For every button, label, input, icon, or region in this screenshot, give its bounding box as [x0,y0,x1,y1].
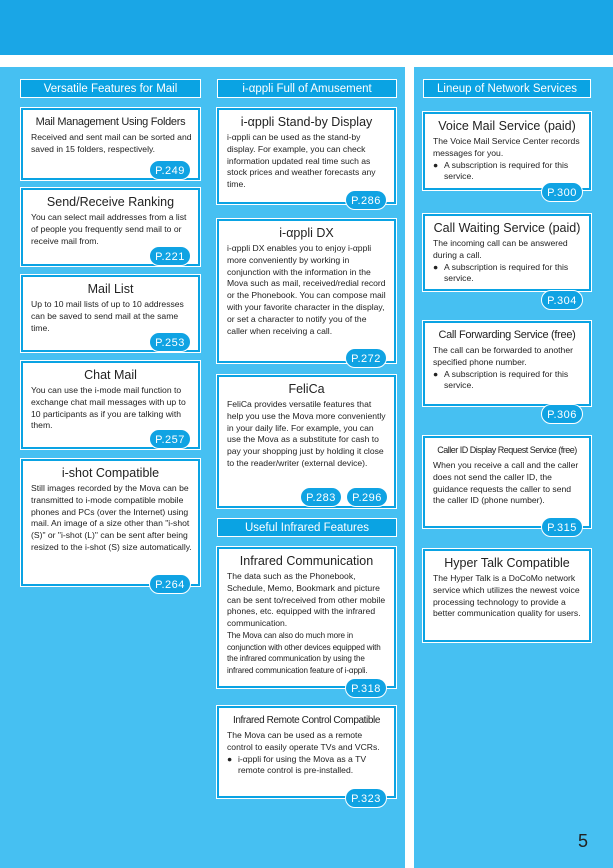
card-infrared-communication [217,547,396,688]
section-header-iappli: i-αppli Full of Amusement [217,79,397,98]
page-ref-badge[interactable]: P.249 [149,160,191,180]
card-caller-id [423,436,591,528]
card-body: The Hyper Talk is a DoCoMo network service which utilizes the newest voice processing technology to provide a better communication quality for users. [433,573,581,619]
card-ishot-compatible [21,459,200,586]
section-header-mail: Versatile Features for Mail [20,79,201,98]
card-title: Hyper Talk Compatible [444,556,570,570]
page-ref-badge[interactable]: P.323 [345,788,387,808]
card-bullet [227,754,388,778]
page-ref-badge[interactable]: P.253 [149,332,191,352]
bullet-text: A subscription is required for this service. [444,368,569,391]
card-bullet [433,369,583,393]
card-body: Received and sent mail can be sorted and saved in 15 folders, respectively. [31,132,192,154]
card-body: FeliCa provides versatile features that help you use the Mova more conveniently in your daily life. For example, you can use the Mova as a substitute for cash to pay your shopping just by holding it close to the reader/writer (external device). [227,399,386,468]
card-iappli-dx [217,219,396,363]
card-body: The incoming call can be answered during a call. [433,238,568,260]
section-header-infrared: Useful Infrared Features [217,518,397,537]
page-ref-badge[interactable]: P.304 [541,290,583,310]
card-title: FeliCa [288,382,325,396]
card-title: Chat Mail [84,368,137,382]
card-title: i-shot Compatible [61,466,160,480]
bullet-text: A subscription is required for this service. [444,159,569,182]
card-title: i-αppli Stand-by Display [240,115,373,129]
card-body: The call can be forwarded to another specified phone number. [433,345,573,367]
card-voice-mail [423,112,591,190]
page-ref-badge[interactable]: P.221 [149,246,191,266]
page-ref-badge[interactable]: P.318 [345,678,387,698]
bullet-icon: ● [433,368,439,379]
page-ref-badge[interactable]: P.264 [149,574,191,594]
bullet-icon: ● [433,159,439,170]
card-title: Caller ID Display Request Service (free) [437,445,577,455]
bullet-text: A subscription is required for this service. [444,261,569,284]
card-body: Still images recorded by the Mova can be transmitted to i-mode compatible mobile phones and PCs (over the Internet) using mail. An image of a size other than "i-shot (S)" or "i-shot (L)" can be sent after being resized to the i-shot (S) size automatically. [31,483,192,552]
card-bullet [433,262,583,286]
card-title: Call Waiting Service (paid) [433,221,581,235]
card-call-waiting [423,214,591,291]
bullet-icon: ● [433,261,439,272]
card-infrared-remote [217,706,396,798]
bullet-text: i-αppli for using the Mova as a TV remote control is pre-installed. [238,753,367,776]
bullet-icon: ● [227,753,233,764]
card-title: Infrared Remote Control Compatible [232,715,381,726]
page-ref-badge[interactable]: P.272 [345,348,387,368]
page-number: 5 [578,831,589,851]
section-header-network: Lineup of Network Services [423,79,591,98]
page-ref-badge[interactable]: P.296 [346,487,388,507]
card-title: Send/Receive Ranking [46,195,175,209]
page-ref-badge[interactable]: P.306 [541,404,583,424]
card-body: i-αppli DX enables you to enjoy i-αppli more conveniently by working in conjunction with the information in the Mova such as mail, received/redial record or the Phonebook. You can compose mail with your favorite character in the display, or set a character to notify you of the caller when receiving a call. [227,243,386,336]
card-title: Call Forwarding Service (free) [438,329,576,341]
page-ref-badge[interactable]: P.283 [300,487,342,507]
page-ref-badge[interactable]: P.315 [541,517,583,537]
card-title: Voice Mail Service (paid) [438,119,576,133]
card-body-continued: The Mova can also do much more in conjunction with other devices equipped with the infrared communication by using the infrared communication feature of i-αppli. [227,630,381,675]
card-body: The Mova can be used as a remote control to easily operate TVs and VCRs. [227,730,380,752]
card-body: i-αppli can be used as the stand-by display. For example, you can check information updated real time such as stock prices and weather forecasts any time. [227,132,376,190]
top-banner [0,0,613,55]
card-body: You can use the i-mode mail function to exchange chat mail messages with up to 10 participants as if you are talking with them. [31,385,186,431]
page-ref-badge[interactable]: P.300 [541,182,583,202]
page-ref-badge[interactable]: P.257 [149,429,191,449]
card-title: Mail Management Using Folders [35,116,186,128]
card-title: i-αppli DX [279,226,334,240]
card-title: Infrared Communication [239,554,374,568]
card-bullet [433,160,583,184]
card-title: Mail List [87,282,134,296]
card-body: You can select mail addresses from a list of people you frequently send mail to or receive mail from. [31,212,187,246]
card-body: When you receive a call and the caller does not send the caller ID, the guidance requests the caller to send the caller ID (phone number). [433,460,579,506]
card-hyper-talk [423,549,591,642]
card-body: The Voice Mail Service Center records messages for you. [433,136,580,158]
card-body: Up to 10 mail lists of up to 10 addresses can be saved to send mail at the same time. [31,299,184,333]
page-ref-badge[interactable]: P.286 [345,190,387,210]
card-body: The data such as the Phonebook, Schedule, Memo, Bookmark and picture can be sent to/received from other mobile phones, etc. equipped with the infrared communication. [227,571,386,629]
card-call-forwarding [423,321,591,406]
